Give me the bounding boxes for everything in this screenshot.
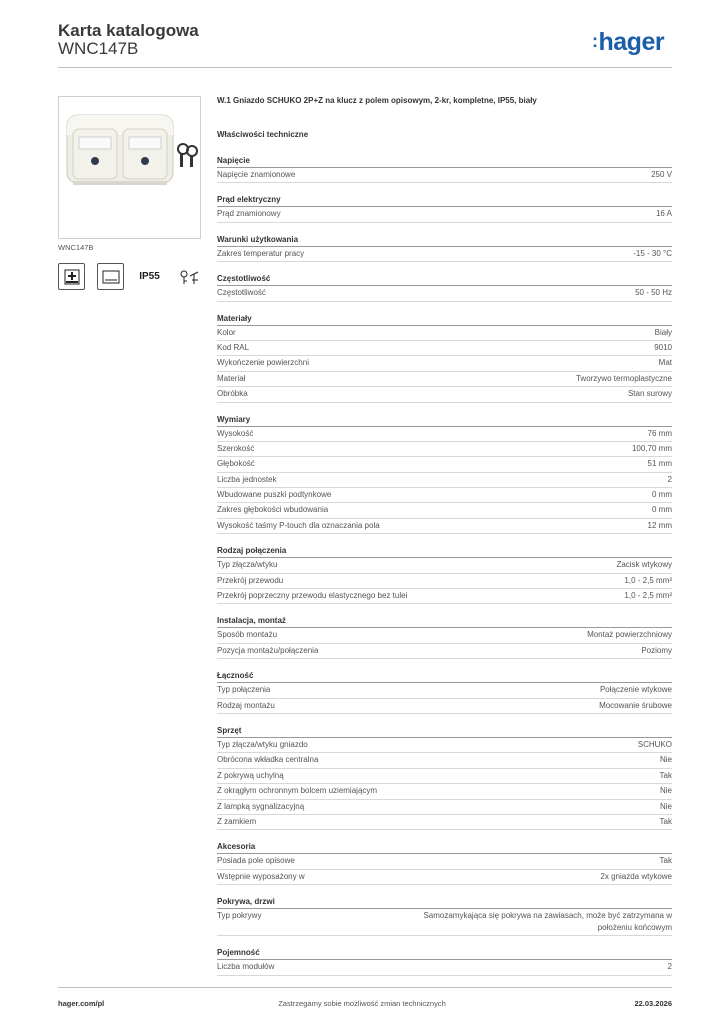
spec-section — [217, 895, 672, 936]
spec-value: Tak — [659, 816, 672, 826]
spec-row — [217, 738, 672, 753]
spec-value: 50 - 50 Hz — [635, 288, 672, 298]
key-lock-icon — [175, 263, 202, 290]
spec-value: Zacisk wtykowy — [616, 560, 672, 570]
footer-date: 22.03.2026 — [634, 999, 672, 1008]
spec-label: Typ pokrywy — [217, 911, 262, 921]
spec-label: Wysokość — [217, 428, 254, 438]
spec-label: Z okrągłym ochronnym bolcem uziemiającym — [217, 786, 378, 796]
section-title: Łączność — [217, 669, 672, 683]
spec-row — [217, 457, 672, 472]
spec-label: Głębokość — [217, 459, 255, 469]
spec-value: Połączenie wtykowe — [599, 685, 672, 695]
spec-value: 100,70 mm — [631, 443, 672, 453]
spec-row — [217, 341, 672, 356]
spec-section — [217, 154, 672, 183]
spec-label: Materiał — [217, 373, 246, 383]
spec-label: Przekrój przewodu — [217, 575, 284, 585]
footer-divider — [58, 987, 672, 988]
spec-section — [217, 312, 672, 403]
spec-label: Typ złącza/wtyku — [217, 560, 278, 570]
section-title: Pojemność — [217, 946, 672, 960]
spec-value: 2x gniazda wtykowe — [600, 871, 672, 881]
spec-label: Posiada pole opisowe — [217, 856, 295, 866]
spec-value: 0 mm — [652, 505, 672, 515]
section-title: Warunki użytkowania — [217, 233, 672, 247]
spec-value: 0 mm — [652, 490, 672, 500]
spec-label: Obróbka — [217, 389, 248, 399]
spec-row — [217, 644, 672, 659]
spec-row — [217, 870, 672, 885]
spec-row — [217, 372, 672, 387]
section-title: Instalacja, montaż — [217, 614, 672, 628]
spec-label: Liczba modułów — [217, 962, 275, 972]
spec-row — [217, 503, 672, 518]
spec-label: Pozycja montażu/połączenia — [217, 645, 319, 655]
spec-value: 76 mm — [647, 428, 672, 438]
spec-value: -15 - 30 °C — [633, 248, 672, 258]
footer-website: hager.com/pl — [58, 999, 105, 1008]
spec-value: 2 — [667, 474, 672, 484]
spec-value: 51 mm — [647, 459, 672, 469]
spec-value: Samozamykająca się pokrywa na zawiasach, może być zatrzymana w położeniu końcowym — [423, 911, 672, 933]
spec-value: Nie — [659, 786, 672, 796]
spec-label: Przekrój poprzeczny przewodu elastycznego bez tulei — [217, 591, 408, 601]
section-title: Akcesoria — [217, 840, 672, 854]
section-title: Rodzaj połączenia — [217, 544, 672, 558]
spec-label: Rodzaj montażu — [217, 700, 275, 710]
badge-row — [58, 263, 202, 290]
spec-section — [217, 724, 672, 830]
photo-caption: WNC147B — [58, 243, 94, 252]
product-code: WNC147B — [58, 39, 139, 58]
product-title: W.1 Gniazdo SCHUKO 2P+Z na klucz z polem opisowym, 2-kr, kompletne, IP55, biały — [217, 96, 537, 105]
spec-section — [217, 413, 672, 535]
spec-section — [217, 272, 672, 301]
spec-value: Nie — [659, 755, 672, 765]
spec-label: Zakres głębokości wbudowania — [217, 505, 329, 515]
spec-label: Napięcie znamionowe — [217, 170, 296, 179]
spec-section — [217, 193, 672, 222]
spec-row — [217, 854, 672, 869]
spec-row — [217, 207, 672, 222]
spec-label: Kolor — [217, 327, 236, 337]
tech-properties-heading: Właściwości techniczne — [217, 130, 309, 139]
spec-row — [217, 519, 672, 534]
spec-row — [217, 574, 672, 589]
spec-row — [217, 628, 672, 643]
spec-value: Tak — [659, 770, 672, 780]
logo-text: hager — [598, 28, 665, 56]
spec-value: Mocowanie śrubowe — [599, 700, 672, 710]
section-title: Wymiary — [217, 413, 672, 427]
spec-value: 12 mm — [647, 520, 672, 530]
spec-sections — [217, 154, 672, 976]
product-photo — [58, 96, 201, 239]
spec-label: Liczba jednostek — [217, 474, 277, 484]
spec-row — [217, 387, 672, 402]
spec-panel — [217, 96, 672, 976]
spec-value: Poziomy — [641, 645, 672, 655]
spec-value: Tak — [659, 856, 672, 866]
spec-label: Szerokość — [217, 443, 255, 453]
spec-value: 1,0 - 2,5 mm² — [624, 591, 672, 601]
footer-disclaimer: Zastrzegamy sobie możliwość zmian technicznych — [278, 999, 446, 1008]
section-title: Prąd elektryczny — [217, 193, 672, 207]
spec-label: Wysokość taśmy P-touch dla oznaczania pola — [217, 520, 380, 530]
ip-rating-badge: IP55 — [139, 271, 160, 282]
spec-row — [217, 356, 672, 371]
spec-label: Częstotliwość — [217, 288, 266, 298]
protective-class-icon — [58, 263, 85, 290]
spec-row — [217, 800, 672, 815]
document-title: Karta katalogowa — [58, 21, 199, 40]
spec-value: SCHUKO — [637, 739, 672, 749]
spec-label: Sposób montażu — [217, 630, 278, 640]
spec-value: 16 A — [655, 209, 672, 219]
section-title: Materiały — [217, 312, 672, 326]
spec-value: Nie — [659, 801, 672, 811]
spec-row — [217, 427, 672, 442]
spec-label: Obrócona wkładka centralna — [217, 755, 319, 765]
spec-row — [217, 326, 672, 341]
section-title: Sprzęt — [217, 724, 672, 738]
spec-label: Typ połączenia — [217, 685, 271, 695]
spec-row — [217, 769, 672, 784]
spec-label: Wstępnie wyposażony w — [217, 871, 305, 881]
spec-label: Zakres temperatur pracy — [217, 248, 305, 258]
section-title: Pokrywa, drzwi — [217, 895, 672, 909]
hager-logo: :hager — [592, 28, 665, 56]
section-title: Napięcie — [217, 154, 672, 168]
spec-row — [217, 784, 672, 799]
spec-row — [217, 558, 672, 573]
spec-value: 9010 — [654, 342, 672, 352]
spec-row — [217, 168, 672, 183]
spec-section — [217, 840, 672, 885]
spec-label: Prąd znamionowy — [217, 209, 281, 219]
spec-row — [217, 286, 672, 301]
spec-value: Stan surowy — [627, 389, 672, 399]
section-title: Częstotliwość — [217, 272, 672, 286]
spec-row — [217, 442, 672, 457]
spec-value: 2 — [667, 962, 672, 972]
spec-value: Mat — [658, 358, 672, 368]
spec-label: Typ złącza/wtyku gniazdo — [217, 739, 308, 749]
spec-section — [217, 614, 672, 659]
spec-label: Kod RAL — [217, 342, 250, 352]
spec-row — [217, 909, 672, 936]
spec-row — [217, 815, 672, 830]
spec-value: Biały — [654, 327, 672, 337]
spec-value: 1,0 - 2,5 mm² — [624, 575, 672, 585]
spec-value: 250 V — [651, 170, 672, 179]
spec-label: Z pokrywą uchylną — [217, 770, 284, 780]
spec-row — [217, 247, 672, 262]
header-divider — [58, 67, 672, 68]
spec-row — [217, 753, 672, 768]
spec-label: Wykończenie powierzchni — [217, 358, 309, 368]
spec-row — [217, 589, 672, 604]
spec-row — [217, 488, 672, 503]
spec-row — [217, 699, 672, 714]
spec-value: Montaż powierzchniowy — [587, 630, 672, 640]
spec-section — [217, 544, 672, 604]
spec-row — [217, 683, 672, 698]
spec-section — [217, 669, 672, 714]
spec-label: Z lampką sygnalizacyjną — [217, 801, 305, 811]
spec-label: Wbudowane puszki podtynkowe — [217, 490, 332, 500]
surface-mount-icon — [97, 263, 124, 290]
spec-value: Tworzywo termoplastyczne — [575, 373, 672, 383]
spec-label: Z zamkiem — [217, 816, 257, 826]
spec-section — [217, 946, 672, 975]
spec-section — [217, 233, 672, 262]
spec-row — [217, 960, 672, 975]
spec-row — [217, 473, 672, 488]
